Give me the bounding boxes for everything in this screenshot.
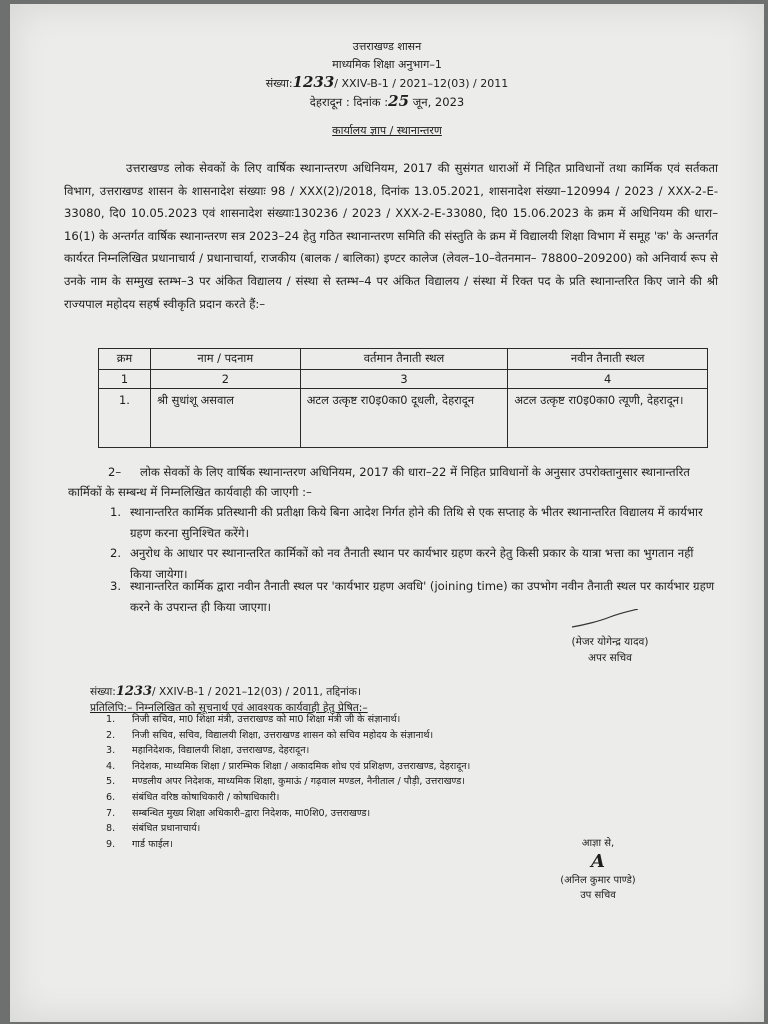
column-number: 1: [99, 370, 151, 389]
document-date: [10, 93, 764, 111]
reference-prefix: संख्या:: [265, 77, 293, 90]
copy-handwritten-number: 1233: [115, 684, 153, 699]
row-serial: 1.: [99, 389, 151, 448]
list-item: 7. सम्बन्धित मुख्य शिक्षा अधिकारी–द्वारा निदेशक, मा0शि0, उत्तराखण्ड।: [106, 807, 371, 819]
signatory-designation: अपर सचिव: [588, 652, 632, 664]
reference-suffix: / XXIV-B-1 / 2021–12(03) / 2011: [334, 77, 509, 90]
list-item: 2. निजी सचिव, सचिव, विद्यालयी शिक्षा, उत्तराखण्ड शासन को सचिव महोदय के संज्ञानार्थ।: [106, 729, 434, 741]
date-suffix: जून, 2023: [412, 95, 465, 109]
department-name: माध्यमिक शिक्षा अनुभाग–1: [332, 58, 442, 71]
reference-handwritten-number: 1233: [292, 73, 335, 91]
header-name: नाम / पदनाम: [150, 349, 300, 370]
list-item: 3. महानिदेशक, विद्यालयी शिक्षा, उत्तराखण्ड, देहरादून।: [106, 745, 310, 757]
list-item: 3. स्थानान्तरित कार्मिक द्वारा नवीन तैनाती स्थल पर 'कार्यभार ग्रहण अवधि' (joining time) का उपभोग नवीन तैनाती स्थल पर कार्यभार ग्रहण करने के उपरान्त ही किया जाएगा।: [110, 579, 715, 614]
signatory-name: (मेजर योगेन्द्र यादव): [571, 636, 649, 648]
header-new-posting: नवीन तैनाती स्थल: [508, 349, 708, 370]
main-paragraph: उत्तराखण्ड लोक सेवकों के लिए वार्षिक स्थानान्तरण अधिनियम, 2017 की सुसंगत धाराओं में निहित प्राविधानों तथा कार्मिक एवं सर्तकता विभाग, उत्तराखण्ड शासन के शासनादेश संख्याः 98 / XXX(2)/2018, दिनांक 13.05.2021, शासनादेश संख्या–120994 / 2023 / XXX-2-E-33080, दि0 10.05.2023 एवं शासनादेश संख्याः130236 / 2023 / XXX-2-E-33080, दि0 15.06.2023 के क्रम में अधिनियम की धारा–16(1) के अन्तर्गत वार्षिक स्थानान्तरण सत्र 2023–24 हेतु गठित स्थानान्तरण समिति की संस्तुति के क्रम में विद्यालयी शिक्षा विभाग में समूह 'क' के अन्तर्गत कार्यरत निम्नलिखित प्रधानाचार्य / प्रधानाचार्या, राजकीय (बालक / बालिका) इण्टर कालेज (लेवल–10–वेतनमान– 78800–209200) को अनिवार्य रूप से उनके नाम के सम्मुख स्तम्भ–3 पर अंकित विद्यालय / संस्था से स्तम्भ–4 पर अंकित विद्यालय / संस्था में रिक्त पद के प्रति स्थानान्तरित किए जाने की श्री राज्यपाल महोदय सहर्ष स्वीकृति प्रदान करते हैं:–: [64, 161, 718, 311]
list-item: 9. गार्ड फाईल।: [106, 838, 173, 850]
row-name: श्री सुधांशू असवाल: [150, 389, 300, 448]
signature-block-2: [538, 836, 658, 903]
list-item: 2. अनुरोध के आधार पर स्थानान्तरित कार्मिकों को नव तैनाती स्थान पर कार्यभार ग्रहण करने हेतु किसी प्रकार के यात्रा भत्ता का भुगतान नहीं किया जायेगा।: [110, 546, 694, 581]
document-page: [10, 4, 764, 1022]
header-current-posting: वर्तमान तैनाती स्थल: [300, 349, 508, 370]
row-new-posting: अटल उत्कृष्ट रा0इ0का0 त्यूणी, देहरादून।: [508, 389, 708, 448]
by-order-text: आज्ञा से,: [581, 838, 615, 849]
list-item: 4. निदेशक, माध्यमिक शिक्षा / प्रारम्भिक शिक्षा / अकादमिक शोध एवं प्रशिक्षण, उत्तराखण्ड, देहरादून।: [106, 760, 471, 772]
signature-scribble-icon: [570, 609, 640, 631]
section-2-intro: [68, 462, 718, 502]
transfer-table: [98, 348, 708, 448]
table-column-number-row: [99, 370, 708, 389]
signature-initial: A: [591, 851, 605, 872]
table-row: [99, 389, 708, 448]
signatory-designation: उप सचिव: [580, 890, 616, 901]
signatory-name: (अनिल कुमार पाण्डे): [560, 875, 636, 886]
government-name: उत्तराखण्ड शासन: [352, 40, 422, 53]
list-item: 5. मण्डलीय अपर निदेशक, माध्यमिक शिक्षा, कुमाऊं / गढ़वाल मण्डल, नैनीताल / पौड़ी, उत्तराखण्ड।: [106, 776, 465, 788]
list-item: 8. संबंधित प्रधानाचार्य।: [106, 823, 201, 835]
copy-reference: संख्या:1233/ XXIV-B-1 / 2021–12(03) / 2011, तद्दिनांक। प्रतिलिपि:– निम्नलिखित को सूचनार्थ एवं आवश्यक कार्यवाही हेतु प्रेषित:–: [90, 684, 368, 714]
reference-number: [10, 74, 764, 92]
copy-heading: निम्नलिखित को सूचनार्थ एवं आवश्यक कार्यवाही हेतु प्रेषित:–: [135, 702, 368, 714]
list-item: 1. स्थानान्तरित कार्मिक प्रतिस्थानी की प्रतीक्षा किये बिना आदेश निर्गत होने की तिथि से एक सप्ताह के भीतर स्थानान्तरित विद्यालय में कार्यभार ग्रहण करना सुनिश्चित करेंगे।: [110, 505, 703, 540]
column-number: 2: [150, 370, 300, 389]
list-item: 6. संबंधित वरिष्ठ कोषाधिकारी / कोषाधिकारी।: [106, 791, 280, 803]
date-handwritten-day: 25: [388, 92, 410, 110]
row-current-posting: अटल उत्कृष्ट रा0इ0का0 दूधली, देहरादून: [300, 389, 508, 448]
copy-recipient-list: [106, 712, 470, 852]
signature-block-1: [555, 634, 665, 666]
column-number: 4: [508, 370, 708, 389]
list-item: 1. निजी सचिव, मा0 शिक्षा मंत्री, उत्तराखण्ड को मा0 शिक्षा मंत्री जी के संज्ञानार्थ।: [106, 714, 401, 725]
table-header-row: [99, 349, 708, 370]
column-number: 3: [300, 370, 508, 389]
section-2-text: लोक सेवकों के लिए वार्षिक स्थानान्तरण अधिनियम, 2017 की धारा–22 में निहित प्राविधानों के अनुसार उपरोक्तानुसार स्थानान्तरित कार्मिकों के सम्बन्ध में निम्नलिखित कार्यवाही की जाएगी :–: [68, 465, 690, 499]
header-serial: क्रम: [99, 349, 151, 370]
copy-heading-prefix: प्रतिलिपि:–: [90, 702, 133, 714]
date-prefix: देहरादून : दिनांक :: [309, 95, 389, 109]
section-2-number: 2–: [108, 465, 122, 479]
subject-heading: कार्यालय ज्ञाप / स्थानान्तरण: [332, 124, 442, 137]
